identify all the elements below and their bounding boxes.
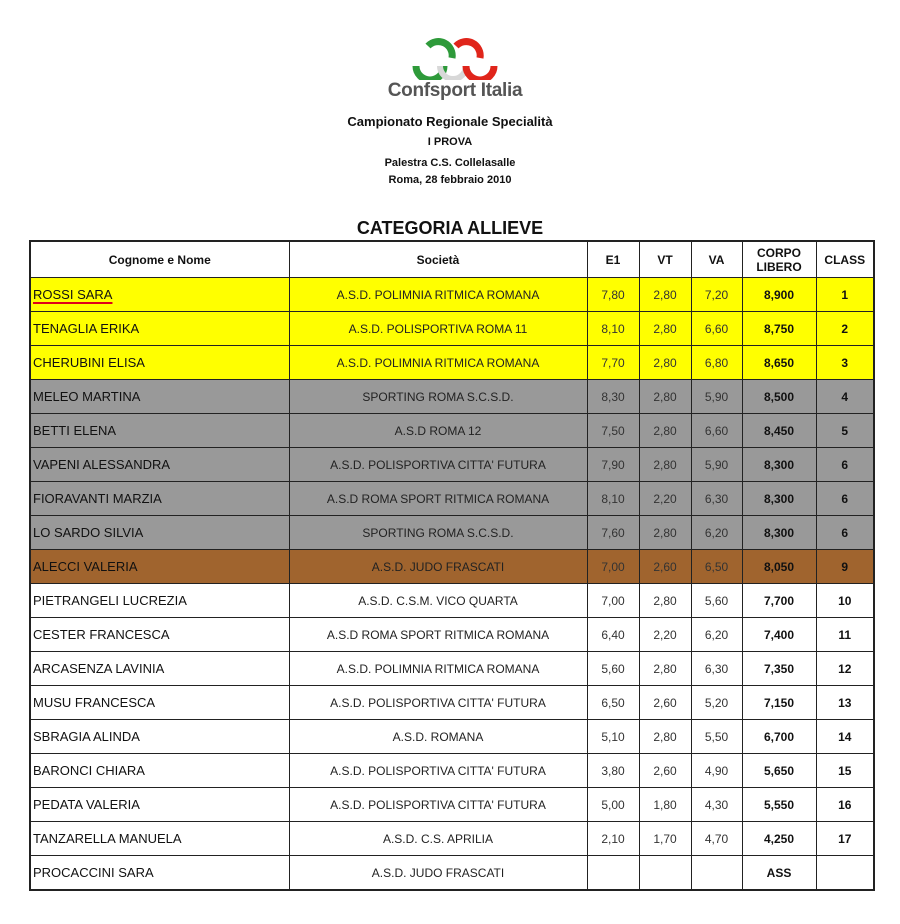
confsport-logo xyxy=(380,36,530,108)
club-name: A.S.D. JUDO FRASCATI xyxy=(289,856,587,891)
score-va: 5,60 xyxy=(691,584,742,618)
club-name: A.S.D. C.S.M. VICO QUARTA xyxy=(289,584,587,618)
table-row xyxy=(30,550,874,584)
club-name: A.S.D. POLISPORTIVA CITTA' FUTURA xyxy=(289,448,587,482)
table-row xyxy=(30,312,874,346)
score-va: 4,30 xyxy=(691,788,742,822)
col-header-class: CLASS xyxy=(816,241,874,278)
rank: 17 xyxy=(816,822,874,856)
athlete-name xyxy=(30,278,289,312)
score-total: 8,300 xyxy=(742,448,816,482)
table-row xyxy=(30,380,874,414)
athlete-name: CESTER FRANCESCA xyxy=(30,618,289,652)
club-name: A.S.D ROMA SPORT RITMICA ROMANA xyxy=(289,618,587,652)
rank: 10 xyxy=(816,584,874,618)
score-va: 6,80 xyxy=(691,346,742,380)
rank: 12 xyxy=(816,652,874,686)
score-vt: 1,80 xyxy=(639,788,691,822)
club-name: A.S.D. ROMANA xyxy=(289,720,587,754)
club-name: A.S.D. POLIMNIA RITMICA ROMANA xyxy=(289,278,587,312)
results-table xyxy=(29,240,875,891)
score-va: 5,20 xyxy=(691,686,742,720)
col-header-vt: VT xyxy=(639,241,691,278)
score-e1: 5,00 xyxy=(587,788,639,822)
score-e1: 5,10 xyxy=(587,720,639,754)
score-vt: 2,80 xyxy=(639,516,691,550)
score-total: 8,900 xyxy=(742,278,816,312)
score-va: 6,20 xyxy=(691,618,742,652)
rank: 6 xyxy=(816,482,874,516)
athlete-name: PROCACCINI SARA xyxy=(30,856,289,891)
score-vt: 2,60 xyxy=(639,550,691,584)
club-name: SPORTING ROMA S.C.S.D. xyxy=(289,380,587,414)
score-va: 6,20 xyxy=(691,516,742,550)
score-e1: 7,70 xyxy=(587,346,639,380)
rank: 14 xyxy=(816,720,874,754)
table-row xyxy=(30,754,874,788)
event-venue: Palestra C.S. Collelasalle xyxy=(384,157,516,169)
col-header-club: Società xyxy=(289,241,587,278)
table-row xyxy=(30,448,874,482)
score-va: 5,50 xyxy=(691,720,742,754)
score-vt: 2,60 xyxy=(639,686,691,720)
col-header-corpo-libero xyxy=(742,241,816,278)
table-row xyxy=(30,346,874,380)
event-title: Campionato Regionale Specialità xyxy=(347,114,553,129)
table-row xyxy=(30,652,874,686)
rank: 13 xyxy=(816,686,874,720)
score-e1: 8,10 xyxy=(587,312,639,346)
athlete-name: SBRAGIA ALINDA xyxy=(30,720,289,754)
col-header-va: VA xyxy=(691,241,742,278)
score-va: 6,60 xyxy=(691,414,742,448)
score-e1: 7,00 xyxy=(587,584,639,618)
table-row xyxy=(30,822,874,856)
score-e1: 7,00 xyxy=(587,550,639,584)
rank: 16 xyxy=(816,788,874,822)
athlete-name: MUSU FRANCESCA xyxy=(30,686,289,720)
score-vt: 2,60 xyxy=(639,754,691,788)
score-total: 8,650 xyxy=(742,346,816,380)
score-va: 6,60 xyxy=(691,312,742,346)
score-vt: 2,80 xyxy=(639,652,691,686)
table-row xyxy=(30,856,874,891)
table-row xyxy=(30,482,874,516)
score-total: ASS xyxy=(742,856,816,891)
rings-logo-icon xyxy=(406,36,506,80)
col-header-name: Cognome e Nome xyxy=(30,241,289,278)
athlete-name: CHERUBINI ELISA xyxy=(30,346,289,380)
score-total: 7,350 xyxy=(742,652,816,686)
rank: 4 xyxy=(816,380,874,414)
score-e1: 7,60 xyxy=(587,516,639,550)
rank xyxy=(816,856,874,891)
club-name: SPORTING ROMA S.C.S.D. xyxy=(289,516,587,550)
rank: 15 xyxy=(816,754,874,788)
score-e1: 8,30 xyxy=(587,380,639,414)
athlete-name: MELEO MARTINA xyxy=(30,380,289,414)
score-va xyxy=(691,856,742,891)
score-va: 6,50 xyxy=(691,550,742,584)
club-name: A.S.D ROMA SPORT RITMICA ROMANA xyxy=(289,482,587,516)
club-name: A.S.D. POLIMNIA RITMICA ROMANA xyxy=(289,346,587,380)
table-row xyxy=(30,414,874,448)
results-body xyxy=(30,278,874,891)
score-va: 6,30 xyxy=(691,482,742,516)
score-e1: 8,10 xyxy=(587,482,639,516)
athlete-name: VAPENI ALESSANDRA xyxy=(30,448,289,482)
athlete-name: TENAGLIA ERIKA xyxy=(30,312,289,346)
score-e1: 7,50 xyxy=(587,414,639,448)
score-total: 5,650 xyxy=(742,754,816,788)
score-total: 5,550 xyxy=(742,788,816,822)
rank: 3 xyxy=(816,346,874,380)
score-total: 8,450 xyxy=(742,414,816,448)
score-vt: 2,80 xyxy=(639,414,691,448)
athlete-name: LO SARDO SILVIA xyxy=(30,516,289,550)
rank: 6 xyxy=(816,448,874,482)
score-total: 8,750 xyxy=(742,312,816,346)
score-vt: 2,20 xyxy=(639,618,691,652)
score-vt: 2,20 xyxy=(639,482,691,516)
col-header-libero: LIBERO xyxy=(756,259,802,274)
event-round: I PROVA xyxy=(427,136,473,148)
table-row xyxy=(30,720,874,754)
score-vt: 2,80 xyxy=(639,720,691,754)
athlete-name: TANZARELLA MANUELA xyxy=(30,822,289,856)
athlete-name-text: ROSSI SARA xyxy=(33,287,113,302)
rank: 1 xyxy=(816,278,874,312)
table-row xyxy=(30,618,874,652)
score-total: 7,400 xyxy=(742,618,816,652)
table-row xyxy=(30,278,874,312)
score-va: 4,70 xyxy=(691,822,742,856)
rank: 6 xyxy=(816,516,874,550)
score-e1: 6,50 xyxy=(587,686,639,720)
score-vt: 2,80 xyxy=(639,312,691,346)
athlete-name: BARONCI CHIARA xyxy=(30,754,289,788)
club-name: A.S.D. POLISPORTIVA CITTA' FUTURA xyxy=(289,754,587,788)
score-e1: 6,40 xyxy=(587,618,639,652)
score-e1: 7,90 xyxy=(587,448,639,482)
rank: 9 xyxy=(816,550,874,584)
category-title: CATEGORIA ALLIEVE xyxy=(356,218,544,238)
score-vt xyxy=(639,856,691,891)
score-vt: 2,80 xyxy=(639,346,691,380)
athlete-name: PIETRANGELI LUCREZIA xyxy=(30,584,289,618)
athlete-name: FIORAVANTI MARZIA xyxy=(30,482,289,516)
score-e1: 2,10 xyxy=(587,822,639,856)
club-name: A.S.D. POLISPORTIVA CITTA' FUTURA xyxy=(289,788,587,822)
score-va: 7,20 xyxy=(691,278,742,312)
score-va: 5,90 xyxy=(691,380,742,414)
col-header-corpo: CORPO xyxy=(756,245,801,260)
table-row xyxy=(30,584,874,618)
score-total: 8,050 xyxy=(742,550,816,584)
score-va: 4,90 xyxy=(691,754,742,788)
score-total: 7,700 xyxy=(742,584,816,618)
event-place-date: Roma, 28 febbraio 2010 xyxy=(388,174,512,186)
score-total: 8,500 xyxy=(742,380,816,414)
score-vt: 1,70 xyxy=(639,822,691,856)
athlete-name: ALECCI VALERIA xyxy=(30,550,289,584)
score-total: 4,250 xyxy=(742,822,816,856)
club-name: A.S.D. JUDO FRASCATI xyxy=(289,550,587,584)
score-vt: 2,80 xyxy=(639,584,691,618)
club-name: A.S.D ROMA 12 xyxy=(289,414,587,448)
table-row xyxy=(30,516,874,550)
club-name: A.S.D. POLISPORTIVA ROMA 11 xyxy=(289,312,587,346)
club-name: A.S.D. POLIMNIA RITMICA ROMANA xyxy=(289,652,587,686)
score-total: 8,300 xyxy=(742,482,816,516)
athlete-name: PEDATA VALERIA xyxy=(30,788,289,822)
brand-name: Confsport Italia xyxy=(387,80,523,101)
club-name: A.S.D. POLISPORTIVA CITTA' FUTURA xyxy=(289,686,587,720)
rank: 2 xyxy=(816,312,874,346)
score-va: 6,30 xyxy=(691,652,742,686)
score-total: 7,150 xyxy=(742,686,816,720)
score-total: 8,300 xyxy=(742,516,816,550)
rank: 11 xyxy=(816,618,874,652)
table-row xyxy=(30,686,874,720)
score-e1 xyxy=(587,856,639,891)
rank: 5 xyxy=(816,414,874,448)
col-header-e1: E1 xyxy=(587,241,639,278)
table-row xyxy=(30,788,874,822)
score-e1: 5,60 xyxy=(587,652,639,686)
athlete-name: BETTI ELENA xyxy=(30,414,289,448)
athlete-name: ARCASENZA LAVINIA xyxy=(30,652,289,686)
club-name: A.S.D. C.S. APRILIA xyxy=(289,822,587,856)
score-vt: 2,80 xyxy=(639,380,691,414)
score-e1: 3,80 xyxy=(587,754,639,788)
score-total: 6,700 xyxy=(742,720,816,754)
score-e1: 7,80 xyxy=(587,278,639,312)
score-vt: 2,80 xyxy=(639,278,691,312)
table-header-row xyxy=(30,241,874,278)
score-vt: 2,80 xyxy=(639,448,691,482)
score-va: 5,90 xyxy=(691,448,742,482)
